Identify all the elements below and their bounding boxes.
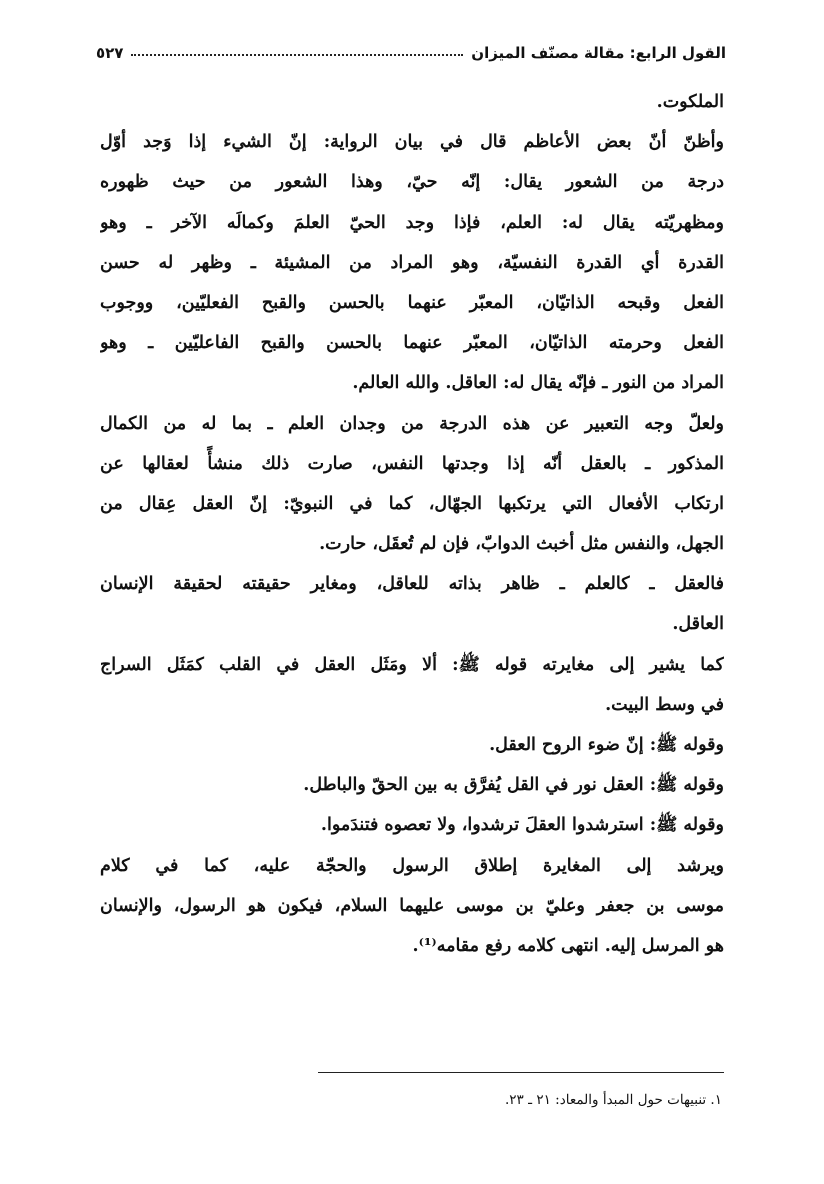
footnote: ١. تنبيهات حول المبدأ والمعاد: ٢١ ـ ٢٣. [505,1092,722,1108]
text-line: وقوله ﷺ: استرشدوا العقلَ ترشدوا، ولا تعصوه فتندَموا. [320,815,724,836]
text-line: ارتكاب الأفعال التي يرتكبها الجهّال، كما في النبويّ: إنّ العقل عِقال من [100,493,724,514]
main-text [100,82,724,966]
text-line: درجة من الشعور يقال: إنّه حيّ، وهذا الشعور من حيث ظهوره [100,172,724,193]
text-line: المراد من النور ـ فإنّه يقال له: العاقل. والله العالم. [352,373,724,394]
text-line: ولعلّ وجه التعبير عن هذه الدرجة من وجدان العلم ـ بما له من الكمال [100,413,724,434]
text-line: الفعل وقبحه الذاتيّان، المعبّر عنهما بالحسن والقبح الفعليّين، ووجوب [100,292,724,313]
page-number: ٥٢٧ [96,44,124,62]
running-header [96,32,726,62]
text-line: وقوله ﷺ: إنّ ضوء الروح العقل. [489,735,724,755]
text-line: الجهل، والنفس مثل أخبث الدوابّ، فإن لم تُعقَل، حارت. [319,534,724,555]
text-line: فالعقل ـ كالعلم ـ ظاهر بذاته للعاقل، ومغاير حقيقته لحقيقة الإنسان [100,574,724,595]
text-line: الفعل وحرمته الذاتيّان، المعبّر عنهما بالحسن والقبح الفاعليّين ـ وهو [100,333,724,354]
text-line: العاقل. [672,614,724,635]
text-line: ويرشد إلى المغايرة إطلاق الرسول والحجّة عليه، كما في كلام [100,855,724,876]
chapter-title: القول الرابع: مقالة مصنّف الميزان [471,44,726,62]
text-line: القدرة أي القدرة النفسيّة، وهو المراد من المشيئة ـ وظهر له حسن [100,252,724,273]
text-line: موسى بن جعفر وعليّ بن موسى عليهما السلام، فيكون هو الرسول، والإنسان [100,895,724,916]
text-line: ومظهريّته يقال له: العلم، فإذا وجد الحيّ العلمَ وكمالَه الآخر ـ وهو [100,212,724,233]
leader-dots [131,54,463,56]
footnote-separator [318,1072,724,1073]
text-line: المذكور ـ بالعقل أنّه إذا وجدتها النفس، صارت ذلك منشأً لعقالها عن [100,453,724,474]
text-line: في وسط البيت. [605,694,724,715]
text-line: وقوله ﷺ: العقل نور في القل يُفرَّق به بين الحقّ والباطل. [303,775,724,796]
text-line: هو المرسل إليه. انتهى كلامه رفع مقامه⁽¹⁾. [412,935,724,956]
text-line: كما يشير إلى مغايرته قوله ﷺ: ألا ومَثَل العقل في القلب كمَثَل السراج [100,654,724,675]
text-line: الملكوت. [656,92,724,112]
text-line: وأظنّ أنّ بعض الأعاظم قال في بيان الرواية: إنّ الشيء إذا وَجد أوّل [100,132,724,153]
